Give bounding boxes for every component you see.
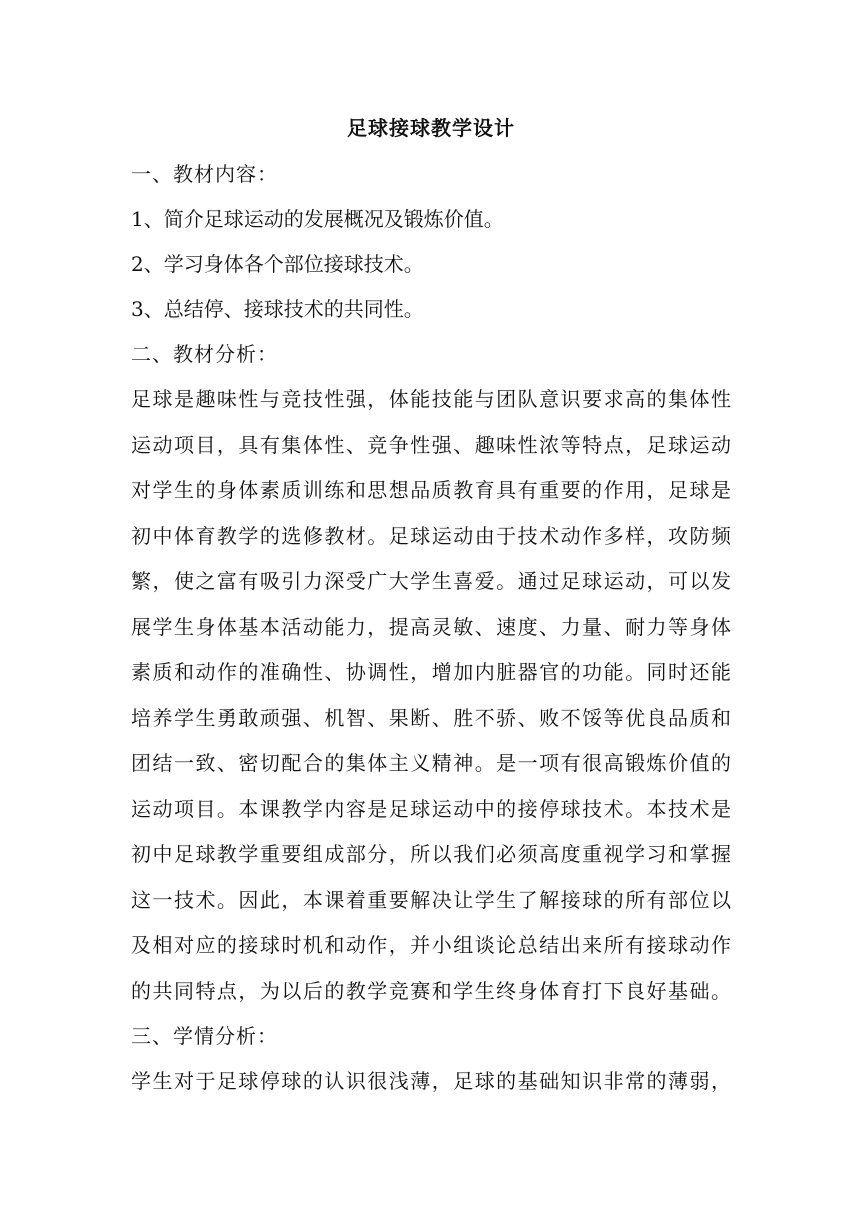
section-heading-learners: 三、学情分析： (131, 1024, 278, 1048)
document-title: 足球接球教学设计 (347, 116, 515, 140)
paragraph-line: 运动项目，具有集体性、竞争性强、趣味性浓等特点，足球运动 (131, 432, 731, 457)
paragraph-line: 团结一致、密切配合的集体主义精神。是一项有很高锻炼价值的 (131, 751, 731, 775)
paragraph-line: 这一技术。因此，本课着重要解决让学生了解接球的所有部位以 (131, 887, 731, 912)
document-body (131, 110, 731, 1105)
list-item: 1、简介足球运动的发展概况及锻炼价值。 (131, 207, 504, 231)
paragraph-line: 足球是趣味性与竞技性强，体能技能与团队意识要求高的集体性 (131, 387, 731, 411)
paragraph-line: 初中足球教学重要组成部分，所以我们必须高度重视学习和掌握 (131, 842, 731, 866)
paragraph-line: 及相对应的接球时机和动作，并小组谈论总结出来所有接球动作 (131, 933, 731, 957)
section-heading-analysis: 二、教材分析： (131, 342, 278, 366)
paragraph-line: 展学生身体基本活动能力，提高灵敏、速度、力量、耐力等身体 (131, 614, 731, 639)
paragraph-line: 初中体育教学的选修教材。足球运动由于技术动作多样，攻防频 (131, 523, 731, 548)
list-item: 2、学习身体各个部位接球技术。 (131, 252, 424, 276)
paragraph-line: 运动项目。本课教学内容是足球运动中的接停球技术。本技术是 (131, 796, 731, 821)
paragraph-line: 的共同特点，为以后的教学竞赛和学生终身体育打下良好基础。 (131, 978, 731, 1003)
paragraph-line: 学生对于足球停球的认识很浅薄，足球的基础知识非常的薄弱， (131, 1069, 731, 1093)
section-heading-materials: 一、教材内容： (131, 162, 278, 186)
list-item: 3、总结停、接球技术的共同性。 (131, 297, 424, 321)
paragraph-line: 培养学生勇敢顽强、机智、果断、胜不骄、败不馁等优良品质和 (131, 705, 731, 730)
paragraph-line: 素质和动作的准确性、协调性，增加内脏器官的功能。同时还能 (131, 660, 731, 684)
paragraph-analysis (131, 377, 731, 1014)
paragraph-line: 繁，使之富有吸引力深受广大学生喜爱。通过足球运动，可以发 (131, 569, 731, 593)
paragraph-learners (131, 1059, 731, 1105)
paragraph-line: 对学生的身体素质训练和思想品质教育具有重要的作用，足球是 (131, 478, 731, 502)
